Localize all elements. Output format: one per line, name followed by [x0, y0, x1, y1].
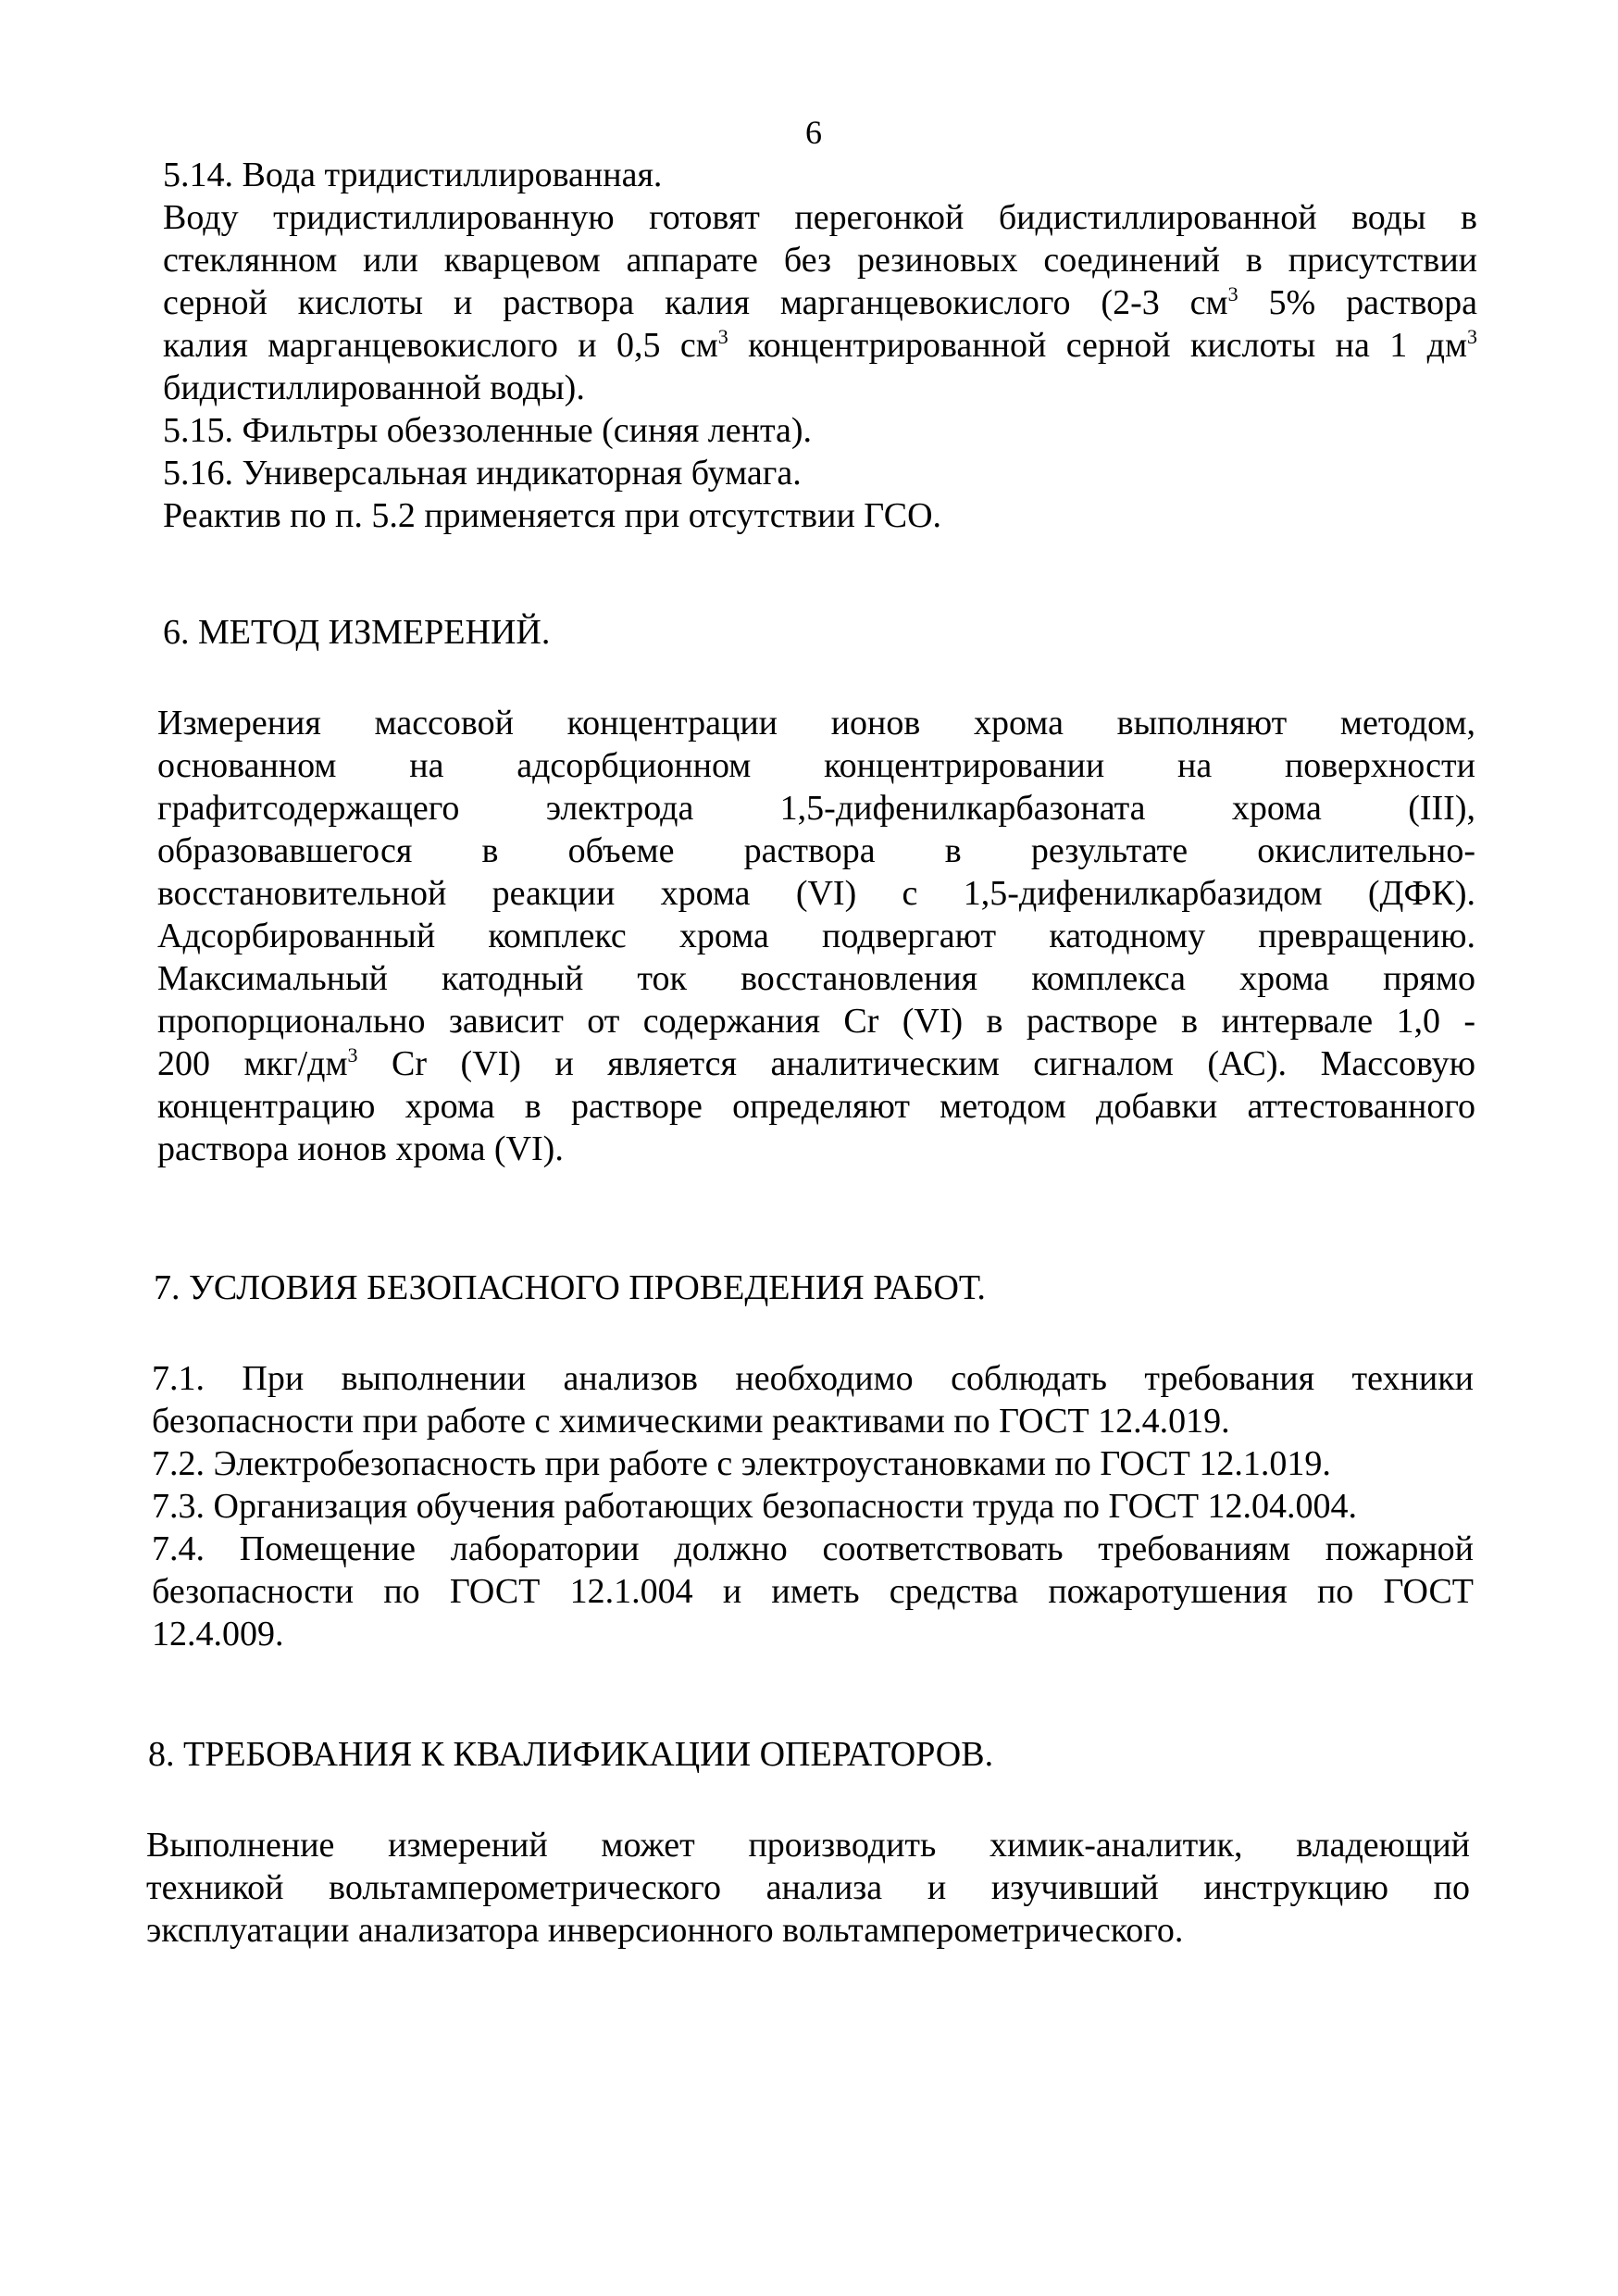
section-6-heading-block	[163, 611, 1477, 654]
sec6-line-9	[157, 1042, 1475, 1085]
text-fragment: серной кислоты и раствора калия марганцевокислого (2-3 см	[163, 283, 1228, 322]
sec6-line-1: Измерения массовой концентрации ионов хрома выполняют методом,	[157, 704, 1475, 742]
section-6-body	[157, 702, 1475, 1170]
sec6-line-3: графитсодержащего электрода 1,5-дифенилкарбазоната хрома (III),	[157, 789, 1475, 828]
note-5-2: Реактив по п. 5.2 применяется при отсутствии ГСО.	[163, 496, 942, 535]
item-5-16: 5.16. Универсальная индикаторная бумага.	[163, 454, 802, 493]
item-7-4-line-3: 12.4.009.	[152, 1615, 284, 1653]
item-7-3: 7.3. Организация обучения работающих безопасности труда по ГОСТ 12.04.004.	[152, 1487, 1358, 1526]
sec8-line-3: эксплуатации анализатора инверсионного вольтамперометрического.	[146, 1911, 1184, 1950]
text-fragment: концентрированной серной кислоты на 1 дм	[728, 326, 1467, 365]
sec6-line-2: основанном на адсорбционном концентрировании на поверхности	[157, 746, 1475, 785]
item-5-14-body	[163, 196, 1477, 409]
section-6-heading: 6. МЕТОД ИЗМЕРЕНИЙ.	[163, 613, 551, 652]
section-8-body	[146, 1824, 1470, 1952]
text-fragment: 5% раствора	[1238, 283, 1477, 322]
sec6-line-5: восстановительной реакции хрома (VI) с 1,5-дифенилкарбазидом (ДФК).	[157, 874, 1475, 913]
sec8-line-2: техникой вольтамперометрического анализа и изучивший инструкцию по	[146, 1868, 1470, 1907]
item-7-1-line-1: 7.1. При выполнении анализов необходимо соблюдать требования техники	[152, 1359, 1474, 1398]
item-7-2: 7.2. Электробезопасность при работе с электроустановками по ГОСТ 12.1.019.	[152, 1444, 1331, 1483]
section-8-heading-block	[148, 1733, 1472, 1776]
section-7-heading-block	[154, 1267, 1477, 1309]
superscript: 3	[717, 325, 728, 348]
sec6-line-6: Адсорбированный комплекс хрома подвергают катодному превращению.	[157, 917, 1475, 955]
section-5-block	[163, 154, 1477, 537]
sec6-line-8: пропорционально зависит от содержания Cr (VI) в растворе в интервале 1,0 -	[157, 1002, 1475, 1041]
section-8-heading: 8. ТРЕБОВАНИЯ К КВАЛИФИКАЦИИ ОПЕРАТОРОВ.	[148, 1735, 994, 1774]
item-7-4-line-2: безопасности по ГОСТ 12.1.004 и иметь средства пожаротушения по ГОСТ	[152, 1572, 1474, 1611]
item-5-14-line-2: стеклянном или кварцевом аппарате без резиновых соединений в присутствии	[163, 241, 1477, 280]
text-fragment: Cr (VI) и является аналитическим сигналом (АС). Массовую	[357, 1044, 1475, 1083]
sec8-line-1: Выполнение измерений может производить химик-аналитик, владеющий	[146, 1826, 1470, 1865]
item-5-14-line-4	[163, 324, 1477, 367]
text-fragment: калия марганцевокислого и 0,5 см	[163, 326, 718, 365]
text-fragment: 200 мкг/дм	[157, 1044, 348, 1083]
page-number: 6	[805, 114, 822, 151]
superscript: 3	[1227, 282, 1238, 306]
sec6-line-4: образовавшегося в объеме раствора в результате окислительно-	[157, 831, 1475, 870]
sec6-line-11: раствора ионов хрома (VI).	[157, 1129, 564, 1168]
item-7-4-line-1: 7.4. Помещение лаборатории должно соответствовать требованиям пожарной	[152, 1529, 1474, 1568]
item-5-15: 5.15. Фильтры обеззоленные (синяя лента).	[163, 411, 813, 450]
sec6-line-10: концентрацию хрома в растворе определяют методом добавки аттестованного	[157, 1087, 1475, 1126]
superscript: 3	[347, 1043, 358, 1067]
section-7-body	[152, 1357, 1474, 1655]
item-5-14-title: 5.14. Вода тридистиллированная.	[163, 156, 663, 194]
item-5-14-line-3	[163, 281, 1477, 324]
item-5-14-line-5: бидистиллированной воды).	[163, 368, 585, 407]
item-5-14-line-1: Воду тридистиллированную готовят перегонкой бидистиллированной воды в	[163, 198, 1477, 237]
sec6-line-7: Максимальный катодный ток восстановления комплекса хрома прямо	[157, 959, 1475, 998]
superscript: 3	[1467, 325, 1477, 348]
section-7-heading: 7. УСЛОВИЯ БЕЗОПАСНОГО ПРОВЕДЕНИЯ РАБОТ.	[154, 1268, 986, 1307]
item-7-1-line-2: безопасности при работе с химическими реактивами по ГОСТ 12.4.019.	[152, 1402, 1230, 1441]
